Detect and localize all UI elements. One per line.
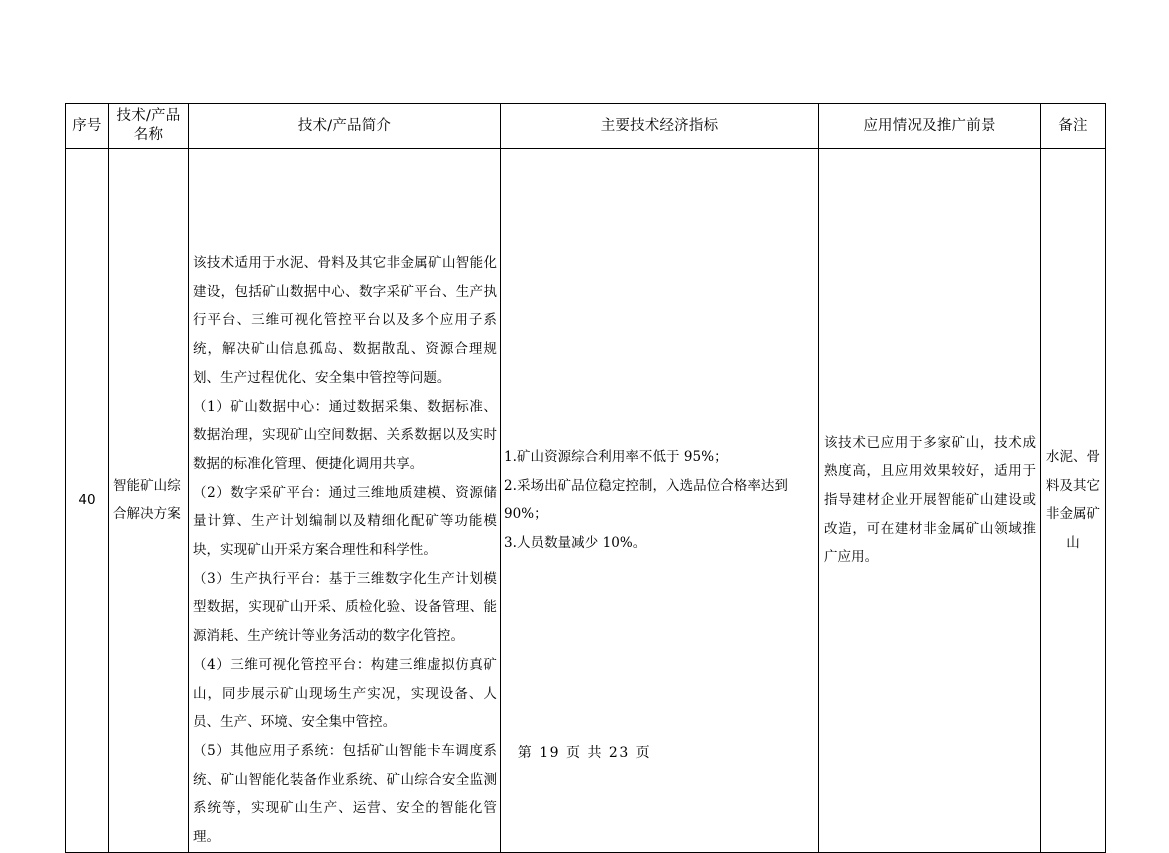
column-header-application [819,104,1041,149]
column-header-remarks [1041,104,1106,149]
column-header-remarks-label: 备注 [1058,117,1088,134]
application-value: 该技术已应用于多家矿山，技术成熟度高，且应用效果较好，适用于指导建材企业开展智能矿山建设或改造，可在建材非金属矿山领域推广应用。 [824,434,1036,566]
description-paragraph-6: （5）其他应用子系统：包括矿山智能卡车调度系统、矿山智能化装备作业系统、矿山综合安全监测系统等，实现矿山生产、运营、安全的智能化管理。 [193,742,497,846]
description-paragraph-5: （4）三维可视化管控平台：构建三维虚拟仿真矿山，同步展示矿山现场生产实况，实现设备、人员、生产、环境、安全集中管控。 [193,656,497,731]
column-header-serial-no-label: 序号 [72,117,102,134]
column-header-application-label: 应用情况及推广前景 [863,117,996,134]
page-footer: 第 19 页 共 23 页 [517,745,652,761]
column-header-indicators-label: 主要技术经济指标 [600,117,719,134]
product-name-value: 智能矿山综合解决方案 [113,477,181,523]
column-header-indicators [501,104,819,149]
description-paragraph-2: （1）矿山数据中心：通过数据采集、数据标准、数据治理，实现矿山空间数据、关系数据以及实时数据的标准化管理、便捷化调用共享。 [193,398,497,472]
table-header-row [66,104,1106,149]
column-header-description-label: 技术/产品简介 [297,117,392,134]
column-header-description [189,104,501,149]
serial-no-value: 40 [78,492,96,509]
description-paragraph-1: 该技术适用于水泥、骨料及其它非金属矿山智能化建设，包括矿山数据中心、数字采矿平台、生产执行平台、三维可视化管控平台以及多个应用子系统，解决矿山信息孤岛、数据散乱、资源合理规划、生产过程优化、安全集中管控等问题。 [193,255,497,386]
indicator-line-1: 1.矿山资源综合利用率不低于 95%； [504,448,728,465]
column-header-product-name-line1: 技术/产品 [116,108,181,124]
remarks-value: 水泥、骨料及其它非金属矿山 [1045,448,1101,552]
column-header-product-name [109,104,189,149]
indicator-line-3: 3.人员数量减少 10%。 [504,535,647,552]
column-header-serial-no [66,104,109,149]
description-paragraph-4: （3）生产执行平台：基于三维数字化生产计划模型数据，实现矿山开采、质检化验、设备管理、能源消耗、生产统计等业务活动的数字化管控。 [193,570,497,645]
technology-catalog-table [65,103,1106,853]
indicator-line-2: 2.采场出矿品位稳定控制，入选品位合格率达到 90%； [504,477,788,523]
description-paragraph-3: （2）数字采矿平台：通过三维地质建模、资源储量计算、生产计划编制以及精细化配矿等功能模块，实现矿山开采方案合理性和科学性。 [193,484,497,559]
column-header-product-name-line2: 名称 [133,127,164,143]
